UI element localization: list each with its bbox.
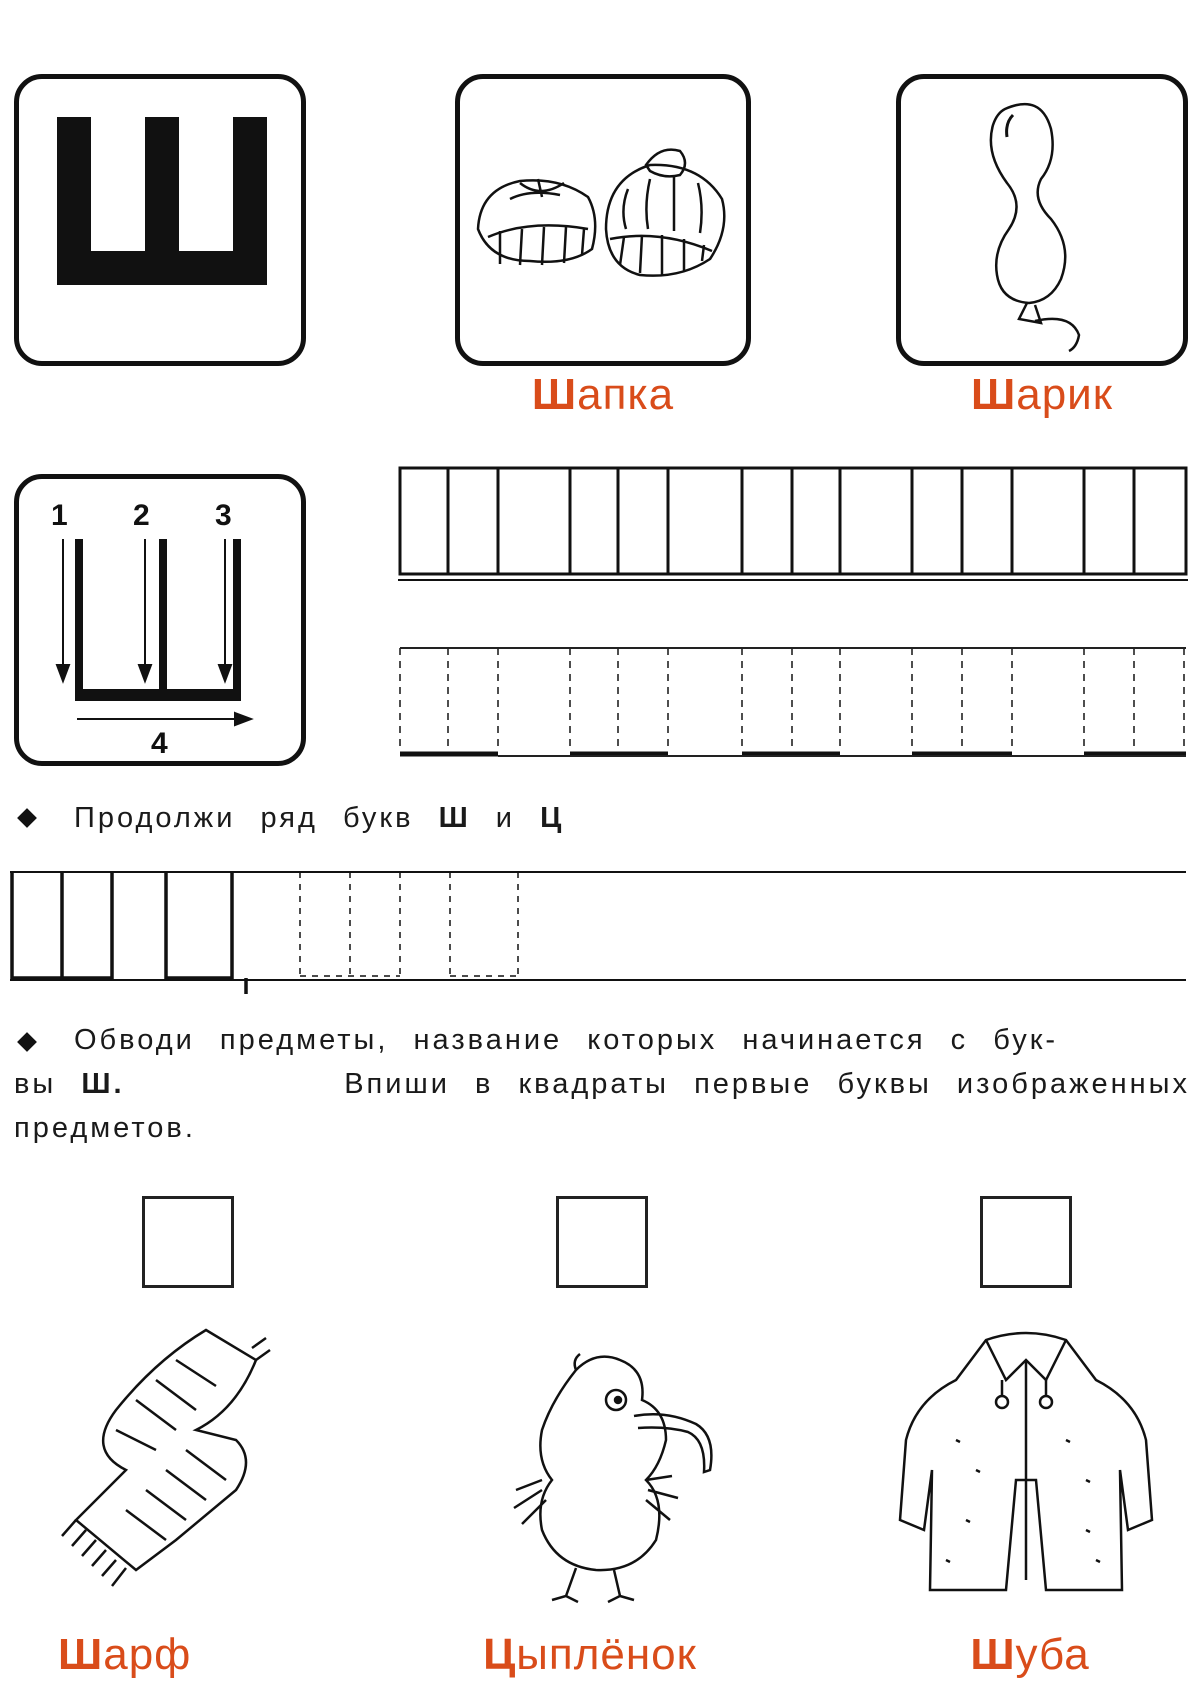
tracing-rows[interactable] bbox=[398, 462, 1190, 762]
caption-rest: арф bbox=[103, 1630, 192, 1679]
stroke-number: 4 bbox=[151, 727, 168, 760]
task2-line2-start: вы bbox=[14, 1068, 57, 1100]
coat-icon[interactable] bbox=[896, 1320, 1156, 1610]
caption-sharf bbox=[36, 1630, 278, 1680]
scarf-icon[interactable] bbox=[56, 1320, 296, 1610]
caption-first-letter: Ц bbox=[483, 1630, 517, 1679]
bullet-icon bbox=[17, 808, 37, 828]
balloon-icon bbox=[901, 79, 1183, 361]
caption-tsyplenok bbox=[440, 1630, 740, 1680]
task1-letter-b: Ц bbox=[540, 802, 565, 834]
caption-first-letter: Ш bbox=[970, 1630, 1016, 1679]
answer-box-coat[interactable] bbox=[980, 1196, 1072, 1288]
task1-text: Продолжи ряд букв bbox=[74, 802, 414, 834]
caption-shuba bbox=[920, 1630, 1140, 1680]
stroke-number: 2 bbox=[133, 499, 150, 532]
task2-line3 bbox=[14, 1106, 1190, 1150]
task2-line1-text: Обводи предметы, название которых начинается с бук- bbox=[74, 1024, 1059, 1056]
caption-rest: уба bbox=[1015, 1630, 1090, 1679]
answer-box-chick[interactable] bbox=[556, 1196, 648, 1288]
caption-first-letter: Ш bbox=[58, 1630, 104, 1679]
task2-line1 bbox=[14, 1018, 1190, 1062]
sequence-row[interactable] bbox=[10, 866, 1190, 996]
caption-shapka bbox=[455, 370, 751, 420]
task2-line2-text: Впиши в квадраты первые буквы изображенных bbox=[344, 1068, 1190, 1100]
caption-rest: ыплёнок bbox=[516, 1630, 697, 1679]
caption-first-letter: Ш bbox=[531, 370, 578, 419]
caption-rest: апка bbox=[577, 370, 675, 419]
letter-card bbox=[14, 74, 306, 366]
task1-letter-a: Ш bbox=[438, 802, 471, 834]
letter-sha-glyph bbox=[19, 79, 301, 361]
answer-box-scarf[interactable] bbox=[142, 1196, 234, 1288]
task1-instruction bbox=[74, 796, 1174, 840]
task2-line2 bbox=[14, 1062, 1190, 1106]
task2-instruction bbox=[14, 1018, 1190, 1150]
balloon-card bbox=[896, 74, 1188, 366]
stroke-number: 3 bbox=[215, 499, 232, 532]
caption-sharik bbox=[896, 370, 1188, 420]
hat-card bbox=[455, 74, 751, 366]
hats-icon bbox=[460, 79, 746, 361]
chick-icon[interactable] bbox=[496, 1340, 756, 1610]
caption-rest: арик bbox=[1016, 370, 1113, 419]
task1-conj: и bbox=[495, 802, 515, 834]
stroke-number: 1 bbox=[51, 499, 68, 532]
task2-letter: Ш. bbox=[81, 1068, 125, 1100]
task2-line3-text: предметов. bbox=[14, 1112, 196, 1144]
stroke-guide-card bbox=[14, 474, 306, 766]
caption-first-letter: Ш bbox=[971, 370, 1017, 419]
